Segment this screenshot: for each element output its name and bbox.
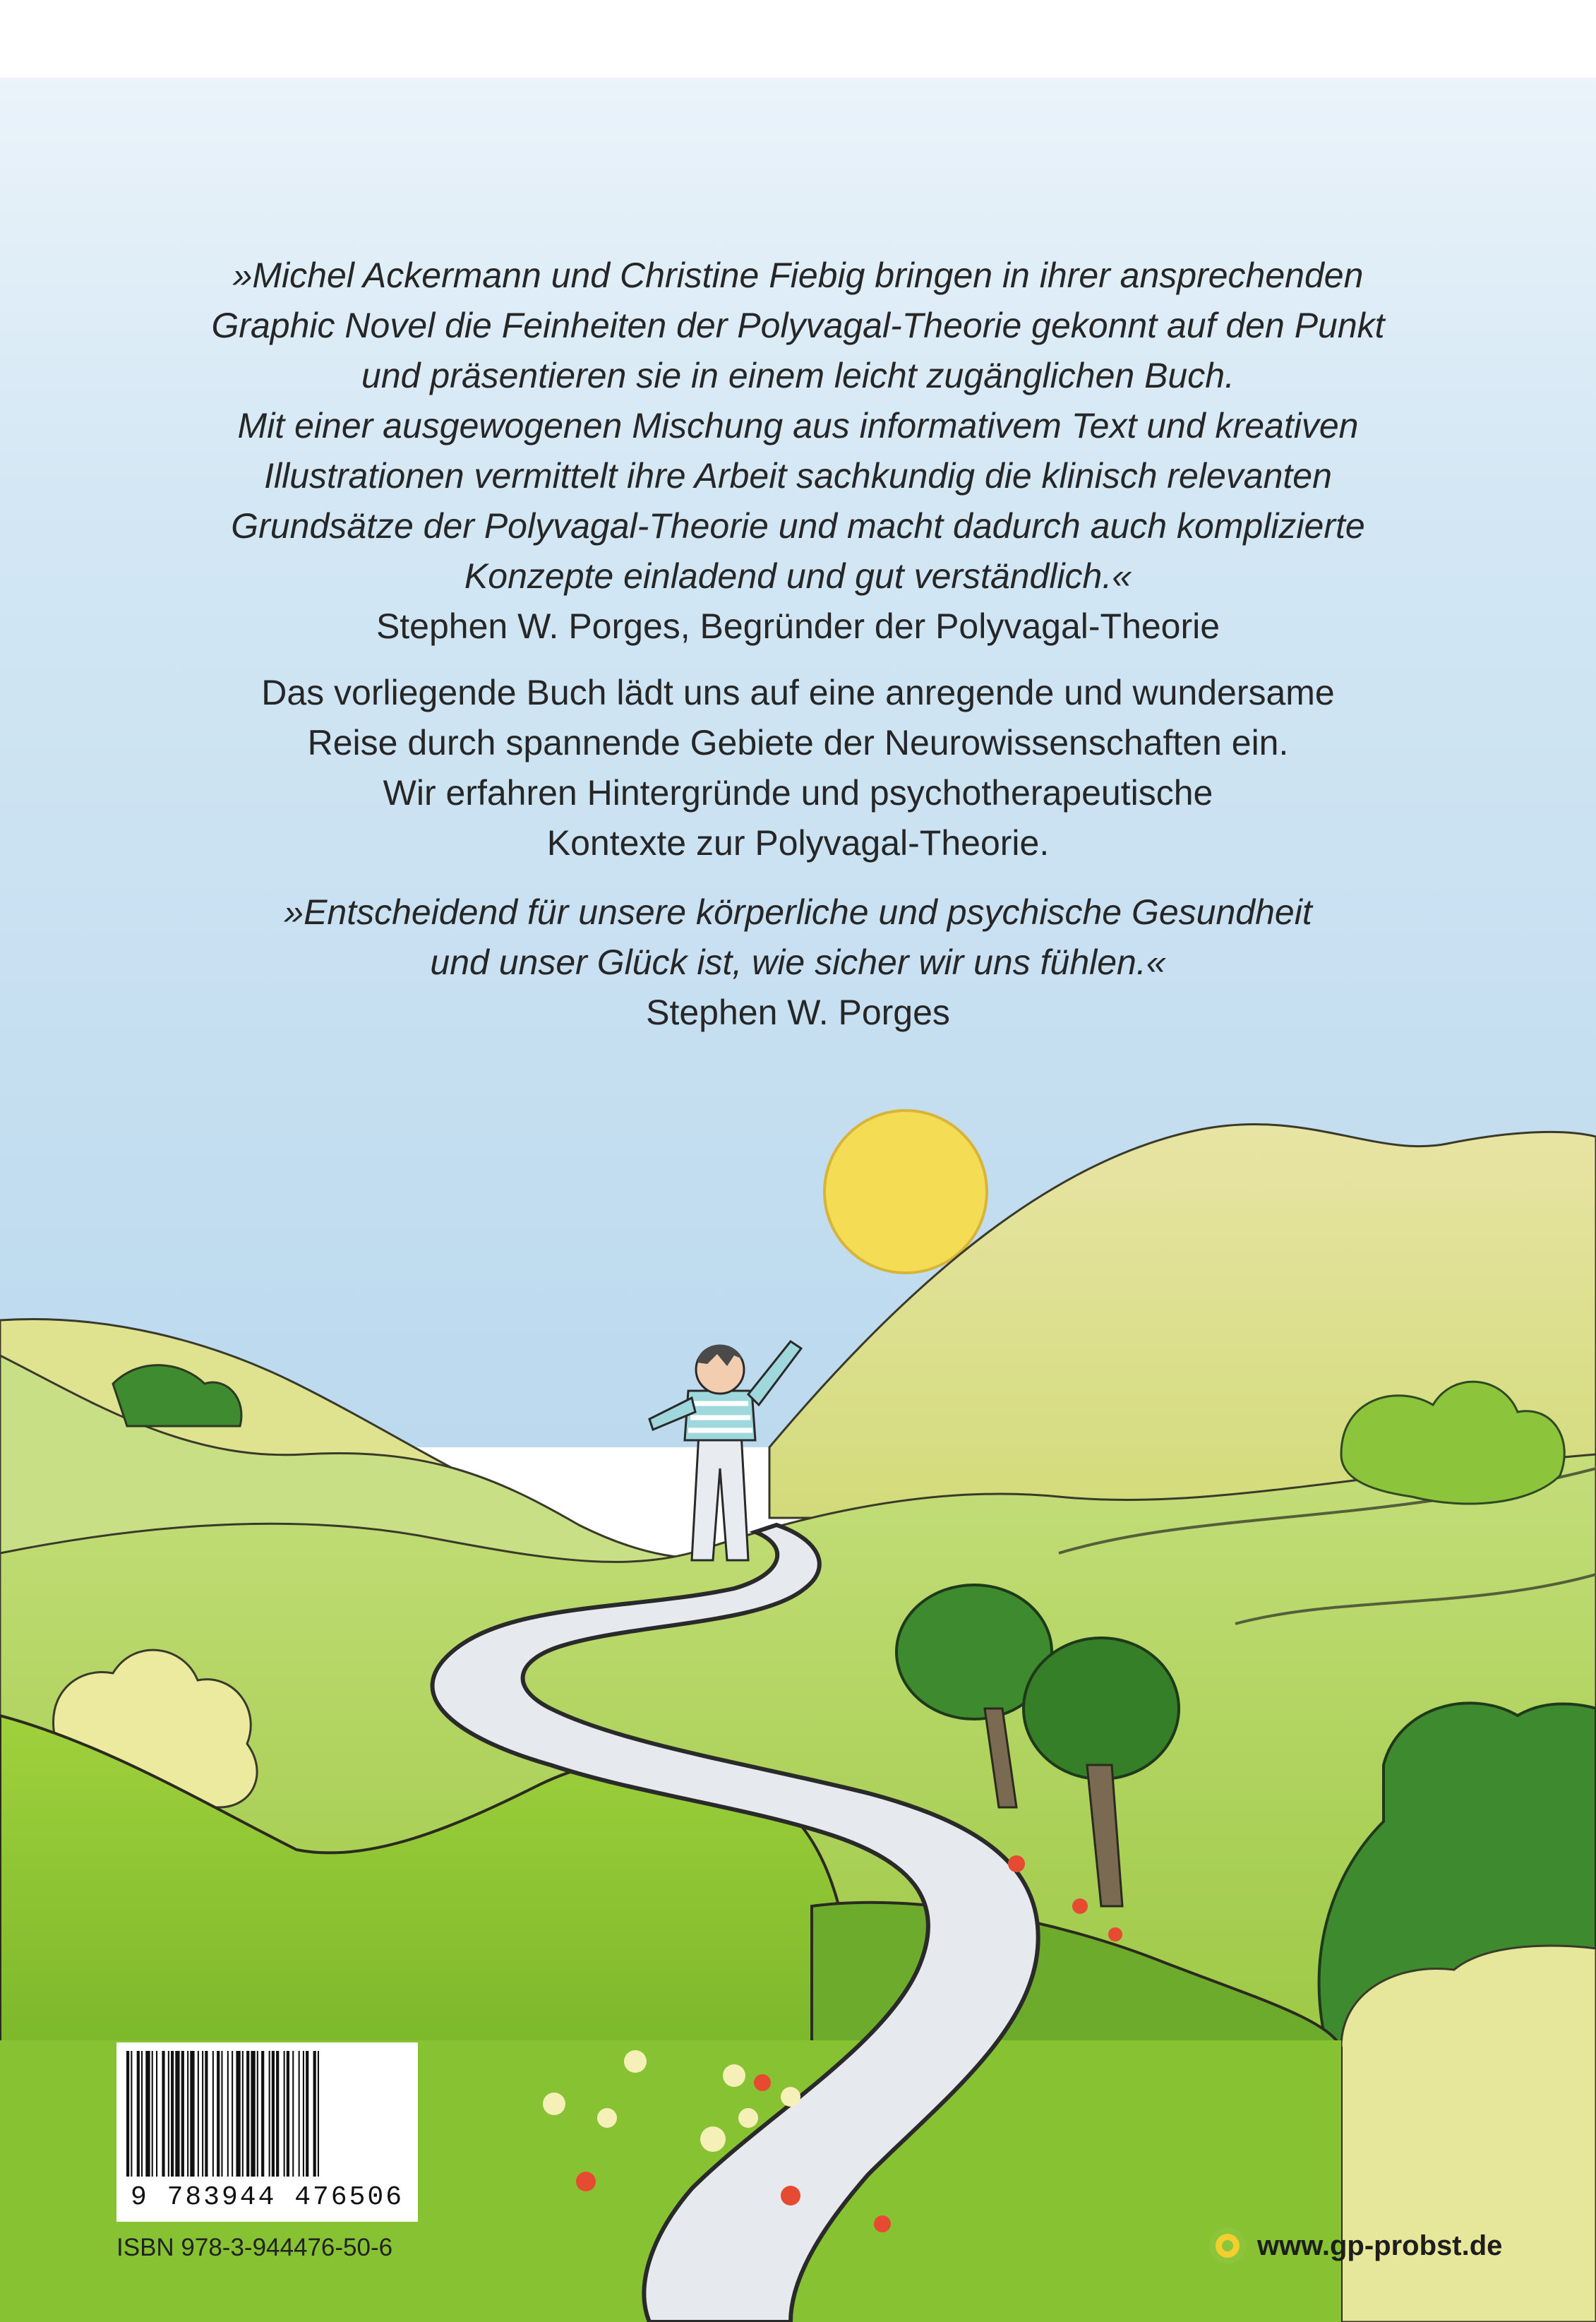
barcode-bar	[141, 2051, 143, 2177]
description-line: Wir erfahren Hintergründe und psychotherapeutische	[383, 773, 1213, 813]
author-quote	[0, 887, 1596, 1038]
sun	[824, 1111, 987, 1273]
barcode-bar	[221, 2051, 222, 2177]
barcode-bar	[299, 2051, 300, 2177]
quote-line: Konzepte einladend und gut verständlich.«	[464, 556, 1132, 596]
barcode-bar	[187, 2051, 188, 2177]
quote-line: »Entscheidend für unsere körperliche und psychische Gesundheit	[284, 892, 1312, 932]
quote-line: Illustrationen vermittelt ihre Arbeit sachkundig die klinisch relevanten	[264, 456, 1332, 496]
barcode-bar	[202, 2051, 203, 2177]
quote-line: Graphic Novel die Feinheiten der Polyvagal-Theorie gekonnt auf den Punkt	[211, 306, 1385, 345]
barcode-bar	[269, 2051, 270, 2177]
top-white-margin	[0, 0, 1596, 78]
barcode-bar	[236, 2051, 240, 2177]
barcode-bar	[287, 2051, 289, 2177]
barcode-bar	[145, 2051, 150, 2177]
barcode-bar	[292, 2051, 294, 2177]
description-line: Kontexte zur Polyvagal-Theorie.	[546, 823, 1050, 863]
barcode-bar	[251, 2051, 255, 2177]
quote-attribution: Stephen W. Porges	[646, 993, 950, 1032]
barcode-bar	[181, 2051, 184, 2177]
isbn-text: ISBN 978-3-944476-50-6	[116, 2234, 393, 2261]
barcode-bar	[126, 2051, 129, 2177]
barcode-bar	[205, 2051, 208, 2177]
barcode-bar	[318, 2051, 319, 2177]
quote-line: und unser Glück ist, wie sicher wir uns fühlen.«	[430, 942, 1166, 982]
barcode-bar	[306, 2051, 308, 2177]
barcode-bar	[232, 2051, 233, 2177]
quote-line: Mit einer ausgewogenen Mischung aus informativem Text und kreativen	[237, 406, 1359, 445]
tree-canopy-2	[1024, 1638, 1179, 1779]
barcode-bar	[261, 2051, 264, 2177]
barcode-bar	[171, 2051, 174, 2177]
barcode-bar	[227, 2051, 229, 2177]
barcode-bar	[257, 2051, 258, 2177]
barcode-bar	[246, 2051, 249, 2177]
barcode-bar	[162, 2051, 164, 2177]
quote-line: »Michel Ackermann und Christine Fiebig bringen in ihrer ansprechenden	[232, 256, 1364, 295]
description-line: Das vorliegende Buch lädt uns auf eine anregende und wundersame	[261, 673, 1335, 712]
barcode-bar	[131, 2051, 132, 2177]
barcode-bar	[175, 2051, 179, 2177]
barcode	[116, 2042, 418, 2222]
barcode-bar	[284, 2051, 285, 2177]
quote-line: und präsentieren sie in einem leicht zugänglichen Buch.	[361, 356, 1235, 395]
publisher-link[interactable]	[1208, 2224, 1502, 2268]
barcode-bars	[125, 2051, 409, 2177]
description-line: Reise durch spannende Gebiete der Neurowissenschaften ein.	[307, 723, 1289, 762]
quote-attribution: Stephen W. Porges, Begründer der Polyvagal-Theorie	[376, 606, 1220, 646]
book-description	[0, 668, 1596, 868]
barcode-digits: 9 783944 476506	[130, 2182, 404, 2213]
barcode-bar	[303, 2051, 304, 2177]
barcode-bar	[242, 2051, 244, 2177]
barcode-bar	[276, 2051, 279, 2177]
barcode-bar	[212, 2051, 214, 2177]
barcode-bar	[190, 2051, 194, 2177]
barcode-bar	[198, 2051, 199, 2177]
barcode-bar	[152, 2051, 153, 2177]
barcode-bar	[168, 2051, 169, 2177]
circle-logo-icon	[1208, 2226, 1247, 2266]
barcode-bar	[156, 2051, 157, 2177]
barcode-bar	[272, 2051, 275, 2177]
barcode-bar	[313, 2051, 316, 2177]
barcode-bar	[137, 2051, 140, 2177]
endorsement-quote	[0, 251, 1596, 652]
publisher-url: www.gp-probst.de	[1257, 2230, 1503, 2261]
quote-line: Grundsätze der Polyvagal-Theorie und macht dadurch auch komplizierte	[231, 506, 1365, 546]
barcode-bar	[217, 2051, 220, 2177]
